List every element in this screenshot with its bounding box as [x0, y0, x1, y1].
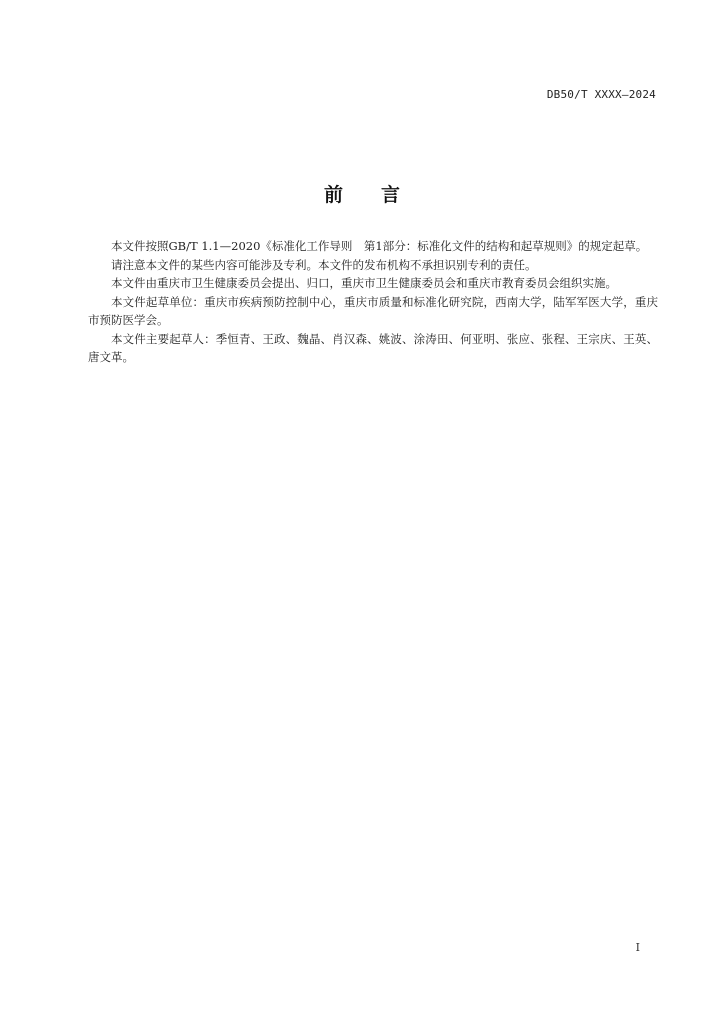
- paragraph-proposer: 本文件由重庆市卫生健康委员会提出、归口，重庆市卫生健康委员会和重庆市教育委员会组织实施。: [111, 276, 617, 290]
- page-title: 前 言: [323, 184, 400, 206]
- foreword-body: [88, 237, 658, 367]
- paragraph-drafters: 本文件主要起草人：季恒青、王政、魏晶、肖汉森、姚波、涂涛田、何亚明、张应、张程、王宗庆、王英、唐文革。: [88, 331, 658, 364]
- paragraph-drafting-units: 本文件起草单位：重庆市疾病预防控制中心，重庆市质量和标准化研究院，西南大学，陆军军医大学，重庆市预防医学会。: [88, 294, 658, 327]
- paragraph-patent-notice: 请注意本文件的某些内容可能涉及专利。本文件的发布机构不承担识别专利的责任。: [111, 257, 537, 272]
- page-number: I: [635, 941, 640, 954]
- document-code: DB50/T XXXX—2024: [546, 88, 656, 101]
- paragraph-drafting-rules: 本文件按照GB/T 1.1—2020《标准化工作导则 第1部分：标准化文件的结构和起草规则》的规定起草。: [111, 239, 648, 253]
